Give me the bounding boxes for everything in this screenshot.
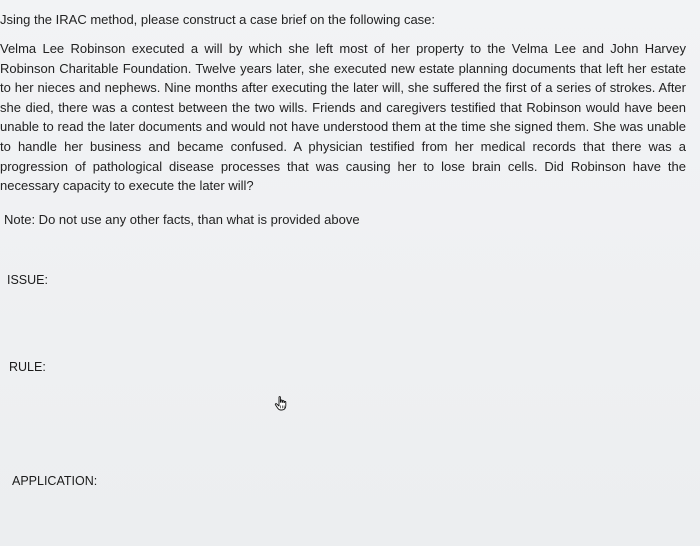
issue-label: ISSUE: bbox=[7, 273, 48, 287]
case-paragraph: Velma Lee Robinson executed a will by which she left most of her property to the Velma Lee and John Harvey Robinson Charitable Foundation. Twelve years later, she executed new estate planning documents that left her estate to her nieces and nephews. Nine months after executing the later will, she suffered the first of a series of strokes. After she died, there was a contest between the two wills. Friends and caregivers testified that Robinson would have been unable to read the later documents and would not have understood them at the time she signed them. She was unable to handle her business and became confused. A physician testified from her medical records that there was a progression of pathological disease processes that was causing her to lose brain cells. Did Robinson have the necessary capacity to execute the later will? bbox=[0, 41, 686, 194]
rule-label: RULE: bbox=[9, 360, 46, 374]
hand-pointer-icon bbox=[274, 396, 288, 411]
note-text: Note: Do not use any other facts, than what is provided above bbox=[4, 212, 360, 227]
application-label: APPLICATION: bbox=[12, 474, 98, 488]
instruction-text: Jsing the IRAC method, please construct a case brief on the following case: bbox=[0, 12, 436, 27]
